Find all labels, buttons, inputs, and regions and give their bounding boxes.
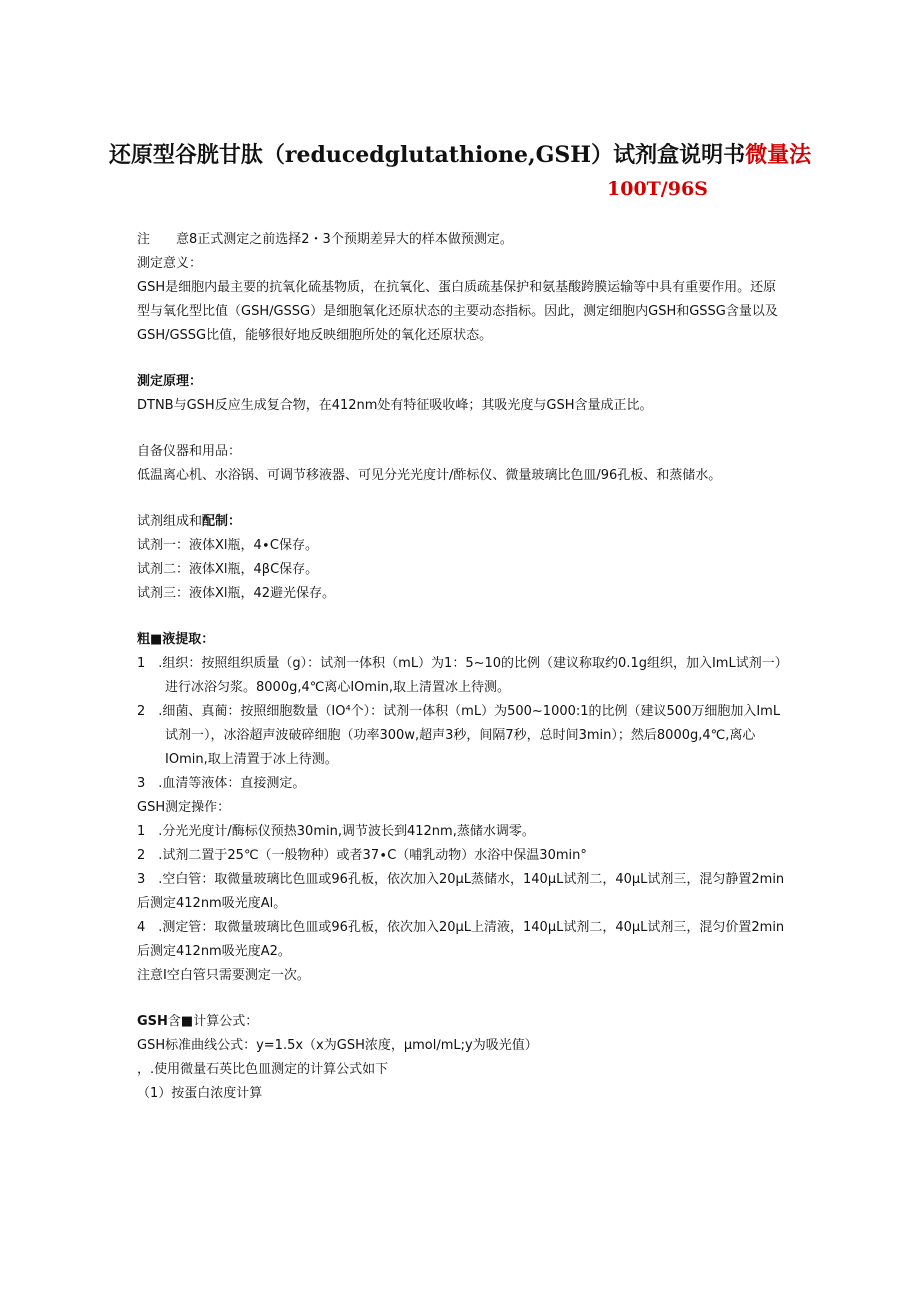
operation-item: 4 .测定管：取微量玻璃比色皿或96孔板，依次加入20μL上清液，140μL试剂二，40μL试剂三，混匀价置2min后测定412nm吸光度A2。 bbox=[137, 920, 785, 959]
extraction-item: 3 .血清等液体：直接测定。 bbox=[137, 776, 306, 791]
operation-item: 1 .分光光度计/酶标仪预热30min,调节波长到412nm,蒸储水调零。 bbox=[137, 824, 535, 839]
instruments-text: 低温离心机、水浴锅、可调节移液器、可见分光光度计/酢标仪、微量玻璃比色皿/96孔板、和蒸储水。 bbox=[137, 468, 722, 483]
note-line: 注 意8正式测定之前选择2・3个预期差异大的样本做预测定。 bbox=[137, 232, 513, 247]
reagents-heading-bold: 配制： bbox=[202, 514, 242, 529]
operation-heading: GSH测定操作： bbox=[137, 800, 231, 815]
formula-heading-plain: 含■计算公式： bbox=[167, 1014, 259, 1029]
document-body bbox=[137, 228, 787, 1106]
significance-heading: 測定意义： bbox=[137, 256, 203, 271]
operation-item: 2 .试剂二置于25℃（一般物种）或者37∙C（哺乳动物）水浴中保温30min° bbox=[137, 848, 587, 863]
title-method: 微量法 bbox=[745, 142, 812, 168]
operation-item: 3 .空白管：取微量玻璃比色皿或96孔板，依次加入20μL蒸储水，140μL试剂二，40μL试剂三，混匀静置2min后测定412nm吸光度Al。 bbox=[137, 872, 785, 911]
title-main: 还原型谷胱甘肽（reducedglutathione,GSH）试剂盒说明书 bbox=[108, 142, 746, 168]
formula-method: ，.使用微量石英比色皿测定的计算公式如下 bbox=[137, 1062, 389, 1077]
reagent-item: 试剂一：液体Xl瓶，4∙C保存。 bbox=[137, 538, 319, 553]
reagent-item: 试剂二：液体Xl瓶，4βC保存。 bbox=[137, 562, 319, 577]
significance-text: GSH是细胞内最主要的抗氧化硫基物质，在抗氧化、蛋白质疏基保护和氨基酸跨膜运输等中具有重要作用。还原型与氧化型比值（GSH∕GSSG）是细胞氧化还原状态的主要动态指标。因此，测定细胞内GSH和GSSG含量以及GSH/GSSG比值，能够很好地反映细胞所处的氧化还原状态。 bbox=[137, 280, 778, 343]
formula-sub: （1）按蛋白浓度计算 bbox=[137, 1086, 263, 1101]
principle-text: DTNB与GSH反应生成复合物，在412nm处有特征吸收峰；其吸光度与GSH含量成正比。 bbox=[137, 398, 653, 413]
extraction-item: 2 .细菌、真蔺：按照细胞数量（IO⁴个）：试剂一体积（mL）为500~1000:1的比例（建议500万细胞加入ImL试剂一），冰浴超声波破碎细胞（功率300w,超声3秒，间隔7秒，总时间3min）；然后8000g,4℃,离心IOmin,取上清置于冰上待测。 bbox=[137, 704, 781, 767]
operation-note: 注意I空白管只需要测定一次。 bbox=[137, 968, 310, 983]
reagents-heading bbox=[137, 510, 787, 534]
formula-heading bbox=[137, 1010, 787, 1034]
reagent-item: 试剂三：液体Xl瓶，42避光保存。 bbox=[137, 586, 336, 601]
formula-curve: GSH标准曲线公式：y=1.5x（x为GSH浓度，μmol∕mL;y为吸光值） bbox=[137, 1038, 538, 1053]
extraction-item: 1 .组织：按照组织质量（g）：试剂一体积（mL）为1：5~10的比例（建议称取约0.1g组织，加入ImL试剂一）进行冰浴匀浆。8000g,4℃离心IOmin,取上清置冰上待测。 bbox=[137, 656, 782, 695]
reagents-heading-plain: 试剂组成和 bbox=[137, 514, 203, 529]
document-subtitle: 100T/96S bbox=[607, 178, 708, 200]
instruments-heading: 自备仪器和用品： bbox=[137, 444, 242, 459]
formula-heading-bold: GSH bbox=[137, 1014, 168, 1029]
extraction-heading: 粗■液提取： bbox=[137, 632, 215, 647]
principle-heading: 測定原理： bbox=[137, 374, 203, 389]
document-title bbox=[0, 138, 920, 169]
